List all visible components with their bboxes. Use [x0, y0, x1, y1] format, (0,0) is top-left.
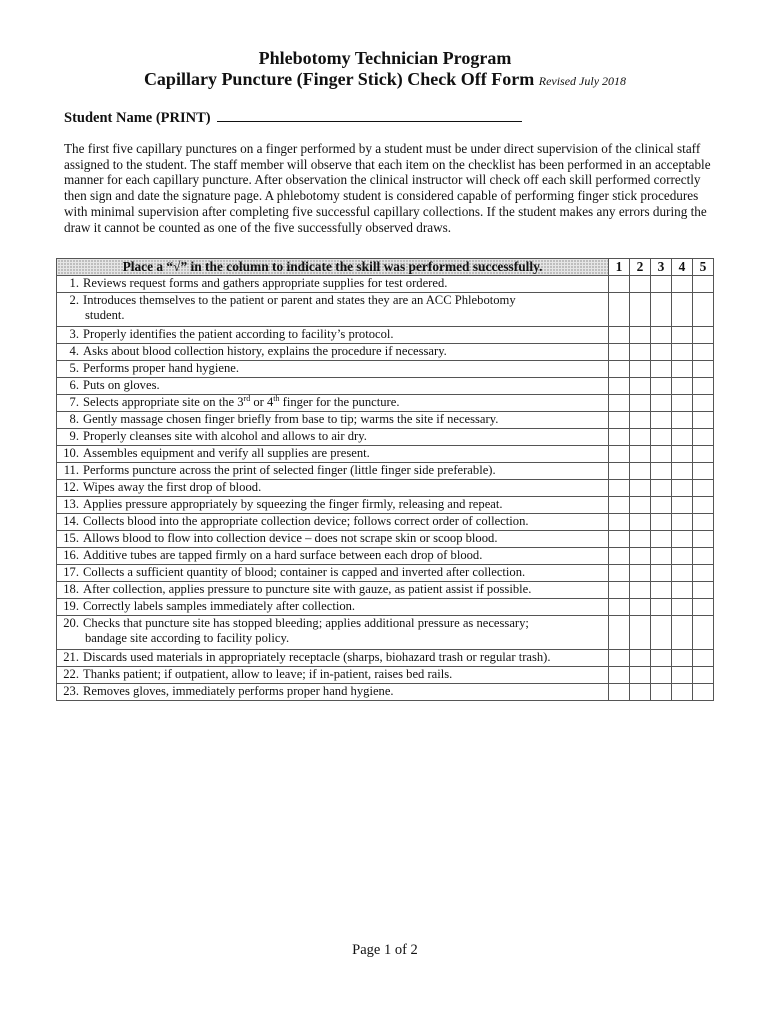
table-row — [57, 446, 714, 463]
check-cell-2[interactable] — [630, 395, 651, 412]
check-cell-5[interactable] — [693, 429, 714, 446]
check-cell-3[interactable] — [651, 548, 672, 565]
check-cell-4[interactable] — [672, 293, 693, 327]
check-cell-5[interactable] — [693, 599, 714, 616]
check-cell-3[interactable] — [651, 361, 672, 378]
item-number: 6. — [69, 378, 79, 392]
check-cell-1[interactable] — [609, 327, 630, 344]
check-cell-1[interactable] — [609, 616, 630, 650]
skill-text: Reviews request forms and gathers appropriate supplies for test ordered. — [83, 276, 448, 290]
item-number: 22. — [63, 667, 79, 681]
item-number: 14. — [63, 514, 79, 528]
check-cell-3[interactable] — [651, 531, 672, 548]
check-cell-1[interactable] — [609, 446, 630, 463]
check-cell-3[interactable] — [651, 463, 672, 480]
skill-description — [57, 514, 609, 531]
check-cell-2[interactable] — [630, 429, 651, 446]
skill-text: Collects a sufficient quantity of blood; container is capped and inverted after collection. — [83, 565, 526, 579]
check-cell-2[interactable] — [630, 531, 651, 548]
check-cell-5[interactable] — [693, 582, 714, 599]
check-cell-1[interactable] — [609, 378, 630, 395]
check-cell-5[interactable] — [693, 514, 714, 531]
check-cell-5[interactable] — [693, 463, 714, 480]
item-number: 16. — [63, 548, 79, 562]
check-cell-1[interactable] — [609, 582, 630, 599]
check-cell-5[interactable] — [693, 616, 714, 650]
check-cell-4[interactable] — [672, 480, 693, 497]
skill-header: Place a “√” in the column to indicate the skill was performed successfully. — [57, 259, 609, 276]
form-title-text: Capillary Puncture (Finger Stick) Check Off Form — [143, 69, 535, 89]
check-cell-3[interactable] — [651, 293, 672, 327]
check-cell-5[interactable] — [693, 548, 714, 565]
check-cell-2[interactable] — [630, 344, 651, 361]
skill-description — [57, 684, 609, 701]
skill-description — [57, 480, 609, 497]
check-cell-2[interactable] — [630, 361, 651, 378]
table-row — [57, 582, 714, 599]
skill-text: Properly cleanses site with alcohol and allows to air dry. — [83, 429, 367, 443]
check-cell-3[interactable] — [651, 599, 672, 616]
form-title — [0, 69, 770, 91]
item-number: 10. — [63, 446, 79, 460]
check-cell-2[interactable] — [630, 548, 651, 565]
check-cell-5[interactable] — [693, 446, 714, 463]
skill-text: Puts on gloves. — [83, 378, 160, 392]
student-name-label: Student Name (PRINT) — [64, 110, 211, 126]
check-cell-4[interactable] — [672, 616, 693, 650]
check-cell-1[interactable] — [609, 412, 630, 429]
item-number: 23. — [63, 684, 79, 698]
check-cell-2[interactable] — [630, 514, 651, 531]
skill-text: Gently massage chosen finger briefly from base to tip; warms the site if necessary. — [83, 412, 499, 426]
skill-description — [57, 344, 609, 361]
check-cell-2[interactable] — [630, 599, 651, 616]
check-cell-1[interactable] — [609, 650, 630, 667]
check-cell-4[interactable] — [672, 684, 693, 701]
skill-description — [57, 497, 609, 514]
checklist-body — [57, 276, 714, 701]
check-cell-1[interactable] — [609, 395, 630, 412]
check-cell-5[interactable] — [693, 650, 714, 667]
ordinal-suffix: rd — [243, 393, 251, 403]
check-cell-4[interactable] — [672, 327, 693, 344]
table-row — [57, 344, 714, 361]
checklist-table — [56, 258, 714, 701]
check-cell-3[interactable] — [651, 616, 672, 650]
item-number: 19. — [63, 599, 79, 613]
check-cell-1[interactable] — [609, 429, 630, 446]
check-cell-3[interactable] — [651, 497, 672, 514]
check-cell-1[interactable] — [609, 463, 630, 480]
item-number: 18. — [63, 582, 79, 596]
skill-text: Additive tubes are tapped firmly on a hard surface between each drop of blood. — [83, 548, 483, 562]
col-header-2: 2 — [630, 259, 651, 276]
check-cell-5[interactable] — [693, 667, 714, 684]
check-cell-3[interactable] — [651, 514, 672, 531]
check-cell-5[interactable] — [693, 344, 714, 361]
skill-description — [57, 531, 609, 548]
check-cell-2[interactable] — [630, 327, 651, 344]
program-title: Phlebotomy Technician Program — [258, 48, 512, 68]
instructions-paragraph: The first five capillary punctures on a finger performed by a student must be under direct supervision of the clinical staff assigned to the student. The staff member will observe that each item on the checklist has been performed in an acceptable manner for each capillary puncture. After observation the clinical instructor will check off each skill performed correctly then sign and date the signature page. A phlebotomy student is considered capable of performing finger stick procedures with minimal supervision after completing five successful capillary collections. If the student makes any errors during the draw it cannot be counted as one of the five successfully observed draws. — [64, 141, 711, 235]
table-row — [57, 599, 714, 616]
item-number: 2. — [69, 293, 79, 307]
check-cell-3[interactable] — [651, 582, 672, 599]
check-cell-1[interactable] — [609, 514, 630, 531]
skill-description — [57, 276, 609, 293]
skill-text: Introduces themselves to the patient or parent and states they are an ACC Phlebotomy — [83, 293, 516, 307]
table-row — [57, 565, 714, 582]
table-row — [57, 548, 714, 565]
item-number: 7. — [69, 395, 79, 409]
item-number: 11. — [63, 463, 79, 477]
student-name-line[interactable] — [217, 107, 522, 122]
check-cell-2[interactable] — [630, 684, 651, 701]
table-row — [57, 514, 714, 531]
check-cell-4[interactable] — [672, 276, 693, 293]
skill-text: finger for the puncture. — [279, 395, 400, 409]
check-cell-2[interactable] — [630, 497, 651, 514]
table-row — [57, 463, 714, 480]
check-cell-3[interactable] — [651, 378, 672, 395]
check-cell-5[interactable] — [693, 293, 714, 327]
check-cell-4[interactable] — [672, 582, 693, 599]
check-cell-2[interactable] — [630, 616, 651, 650]
check-cell-3[interactable] — [651, 276, 672, 293]
skill-text: or 4 — [250, 395, 274, 409]
skill-text: Thanks patient; if outpatient, allow to leave; if in-patient, raises bed rails. — [83, 667, 453, 681]
check-cell-2[interactable] — [630, 412, 651, 429]
skill-description — [57, 361, 609, 378]
check-cell-4[interactable] — [672, 531, 693, 548]
check-cell-1[interactable] — [609, 599, 630, 616]
skill-description — [57, 378, 609, 395]
check-cell-2[interactable] — [630, 293, 651, 327]
check-cell-1[interactable] — [609, 344, 630, 361]
check-cell-1[interactable] — [609, 548, 630, 565]
check-cell-4[interactable] — [672, 667, 693, 684]
check-cell-3[interactable] — [651, 480, 672, 497]
skill-description — [57, 395, 609, 412]
skill-text: Allows blood to flow into collection device – does not scrape skin or scoop blood. — [83, 531, 498, 545]
check-cell-1[interactable] — [609, 667, 630, 684]
table-row — [57, 293, 714, 327]
table-row — [57, 667, 714, 684]
table-row — [57, 361, 714, 378]
skill-text: Removes gloves, immediately performs proper hand hygiene. — [83, 684, 394, 698]
ordinal-suffix: th — [273, 393, 280, 403]
col-header-4: 4 — [672, 259, 693, 276]
check-cell-1[interactable] — [609, 480, 630, 497]
check-cell-4[interactable] — [672, 497, 693, 514]
skill-text-continued: student. — [85, 308, 125, 323]
skill-text: After collection, applies pressure to puncture site with gauze, as patient assist if possible. — [83, 582, 532, 596]
skill-text-continued: bandage site according to facility policy. — [85, 631, 290, 646]
check-cell-5[interactable] — [693, 412, 714, 429]
check-cell-4[interactable] — [672, 412, 693, 429]
skill-description — [57, 327, 609, 344]
check-cell-4[interactable] — [672, 548, 693, 565]
check-cell-4[interactable] — [672, 650, 693, 667]
check-cell-3[interactable] — [651, 684, 672, 701]
check-cell-5[interactable] — [693, 327, 714, 344]
item-number: 17. — [63, 565, 79, 579]
skill-text: Applies pressure appropriately by squeezing the finger firmly, releasing and repeat. — [83, 497, 503, 511]
check-cell-5[interactable] — [693, 565, 714, 582]
page-number: Page 1 of 2 — [352, 942, 418, 958]
table-row — [57, 684, 714, 701]
col-header-3: 3 — [651, 259, 672, 276]
check-cell-3[interactable] — [651, 429, 672, 446]
table-row — [57, 650, 714, 667]
item-number: 20. — [63, 616, 79, 630]
item-number: 21. — [63, 650, 79, 664]
item-number: 4. — [69, 344, 79, 358]
skill-text: Discards used materials in appropriately receptacle (sharps, biohazard trash or regular trash). — [83, 650, 551, 664]
check-cell-4[interactable] — [672, 344, 693, 361]
check-cell-4[interactable] — [672, 599, 693, 616]
item-number: 8. — [69, 412, 79, 426]
skill-text: Checks that puncture site has stopped bleeding; applies additional pressure as necessary; — [83, 616, 529, 630]
check-cell-5[interactable] — [693, 276, 714, 293]
check-cell-1[interactable] — [609, 565, 630, 582]
check-cell-5[interactable] — [693, 480, 714, 497]
check-cell-5[interactable] — [693, 395, 714, 412]
table-row — [57, 276, 714, 293]
check-cell-4[interactable] — [672, 395, 693, 412]
check-cell-1[interactable] — [609, 497, 630, 514]
check-cell-5[interactable] — [693, 531, 714, 548]
check-cell-2[interactable] — [630, 650, 651, 667]
item-number: 15. — [63, 531, 79, 545]
check-cell-2[interactable] — [630, 565, 651, 582]
skill-text: Assembles equipment and verify all supplies are present. — [83, 446, 370, 460]
table-row — [57, 327, 714, 344]
student-name-field — [64, 107, 522, 127]
item-number: 13. — [63, 497, 79, 511]
item-number: 9. — [69, 429, 79, 443]
skill-text: Wipes away the first drop of blood. — [83, 480, 262, 494]
table-row — [57, 412, 714, 429]
skill-description — [57, 599, 609, 616]
skill-text: Correctly labels samples immediately after collection. — [83, 599, 356, 613]
skill-description — [57, 293, 609, 327]
skill-text: Asks about blood collection history, explains the procedure if necessary. — [83, 344, 447, 358]
item-number: 3. — [69, 327, 79, 341]
skill-text: Performs proper hand hygiene. — [83, 361, 239, 375]
skill-text: Selects appropriate site on the 3 — [83, 395, 244, 409]
check-cell-4[interactable] — [672, 514, 693, 531]
check-cell-2[interactable] — [630, 276, 651, 293]
skill-description — [57, 565, 609, 582]
check-cell-2[interactable] — [630, 667, 651, 684]
check-cell-1[interactable] — [609, 293, 630, 327]
skill-description — [57, 429, 609, 446]
skill-description — [57, 463, 609, 480]
skill-description — [57, 412, 609, 429]
item-number: 1. — [69, 276, 79, 290]
table-row — [57, 378, 714, 395]
table-row — [57, 429, 714, 446]
check-cell-1[interactable] — [609, 684, 630, 701]
check-cell-5[interactable] — [693, 684, 714, 701]
skill-description — [57, 548, 609, 565]
check-mark-symbol: √ — [173, 259, 181, 274]
check-cell-5[interactable] — [693, 497, 714, 514]
table-row — [57, 531, 714, 548]
check-cell-3[interactable] — [651, 412, 672, 429]
check-cell-3[interactable] — [651, 327, 672, 344]
col-header-5: 5 — [693, 259, 714, 276]
check-cell-3[interactable] — [651, 395, 672, 412]
check-cell-3[interactable] — [651, 344, 672, 361]
check-cell-3[interactable] — [651, 650, 672, 667]
check-cell-4[interactable] — [672, 378, 693, 395]
table-row — [57, 395, 714, 412]
check-cell-2[interactable] — [630, 463, 651, 480]
check-cell-4[interactable] — [672, 565, 693, 582]
check-cell-2[interactable] — [630, 582, 651, 599]
check-cell-4[interactable] — [672, 361, 693, 378]
check-cell-3[interactable] — [651, 446, 672, 463]
check-cell-4[interactable] — [672, 429, 693, 446]
check-cell-2[interactable] — [630, 446, 651, 463]
skill-text: Performs puncture across the print of selected finger (little finger side preferable). — [83, 463, 496, 477]
skill-description — [57, 650, 609, 667]
check-cell-2[interactable] — [630, 378, 651, 395]
check-cell-4[interactable] — [672, 463, 693, 480]
skill-description — [57, 582, 609, 599]
skill-description — [57, 446, 609, 463]
check-cell-5[interactable] — [693, 361, 714, 378]
table-row — [57, 616, 714, 650]
check-cell-1[interactable] — [609, 531, 630, 548]
check-cell-3[interactable] — [651, 667, 672, 684]
checklist-header-row — [57, 259, 714, 276]
check-cell-4[interactable] — [672, 446, 693, 463]
check-cell-1[interactable] — [609, 361, 630, 378]
table-row — [57, 497, 714, 514]
check-cell-2[interactable] — [630, 480, 651, 497]
check-cell-5[interactable] — [693, 378, 714, 395]
table-row — [57, 480, 714, 497]
skill-text: Collects blood into the appropriate collection device; follows correct order of collection. — [83, 514, 529, 528]
col-header-1: 1 — [609, 259, 630, 276]
check-cell-3[interactable] — [651, 565, 672, 582]
skill-text: Properly identifies the patient according to facility’s protocol. — [83, 327, 394, 341]
item-number: 12. — [63, 480, 79, 494]
revised-date: Revised July 2018 — [538, 74, 627, 88]
item-number: 5. — [69, 361, 79, 375]
skill-description — [57, 616, 609, 650]
skill-description — [57, 667, 609, 684]
check-cell-1[interactable] — [609, 276, 630, 293]
